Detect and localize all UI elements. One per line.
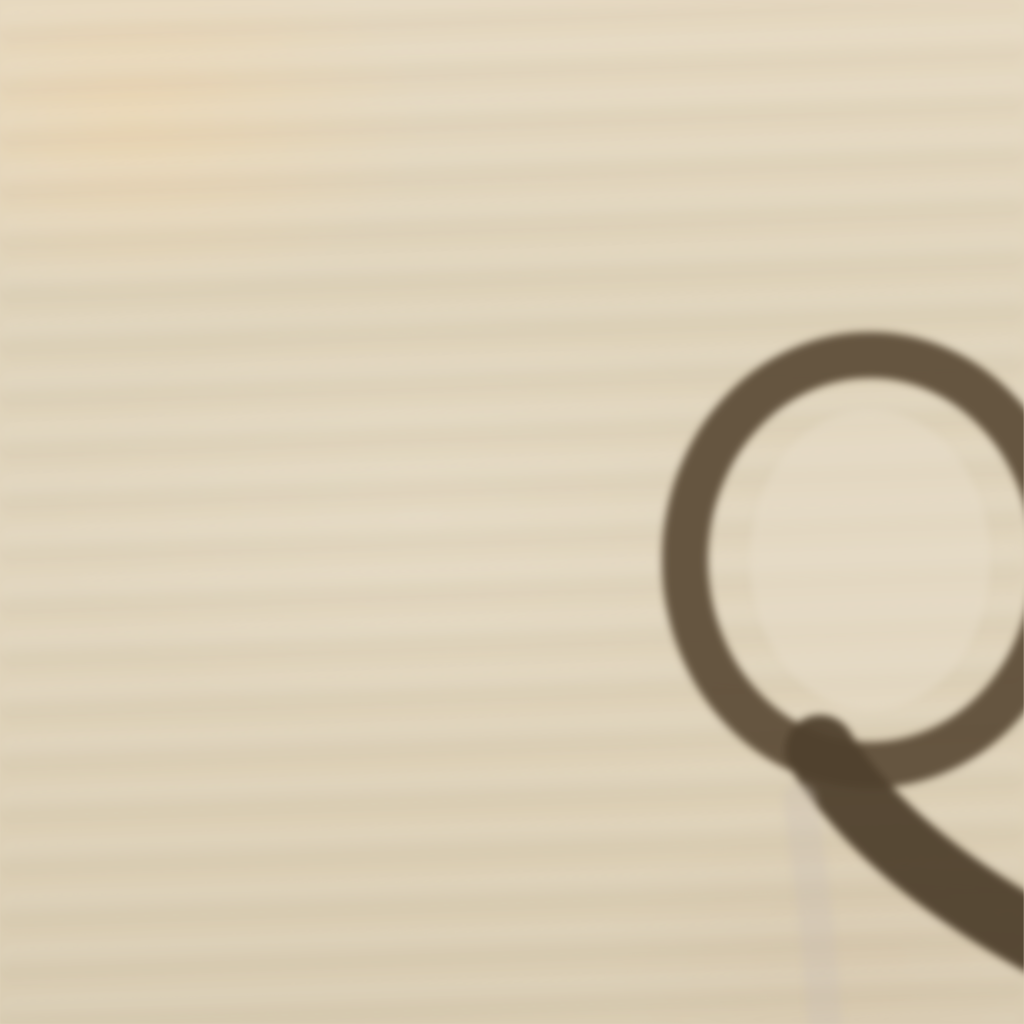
handwritten-letter <box>620 330 1024 1024</box>
letter-glyph <box>620 330 1024 1024</box>
